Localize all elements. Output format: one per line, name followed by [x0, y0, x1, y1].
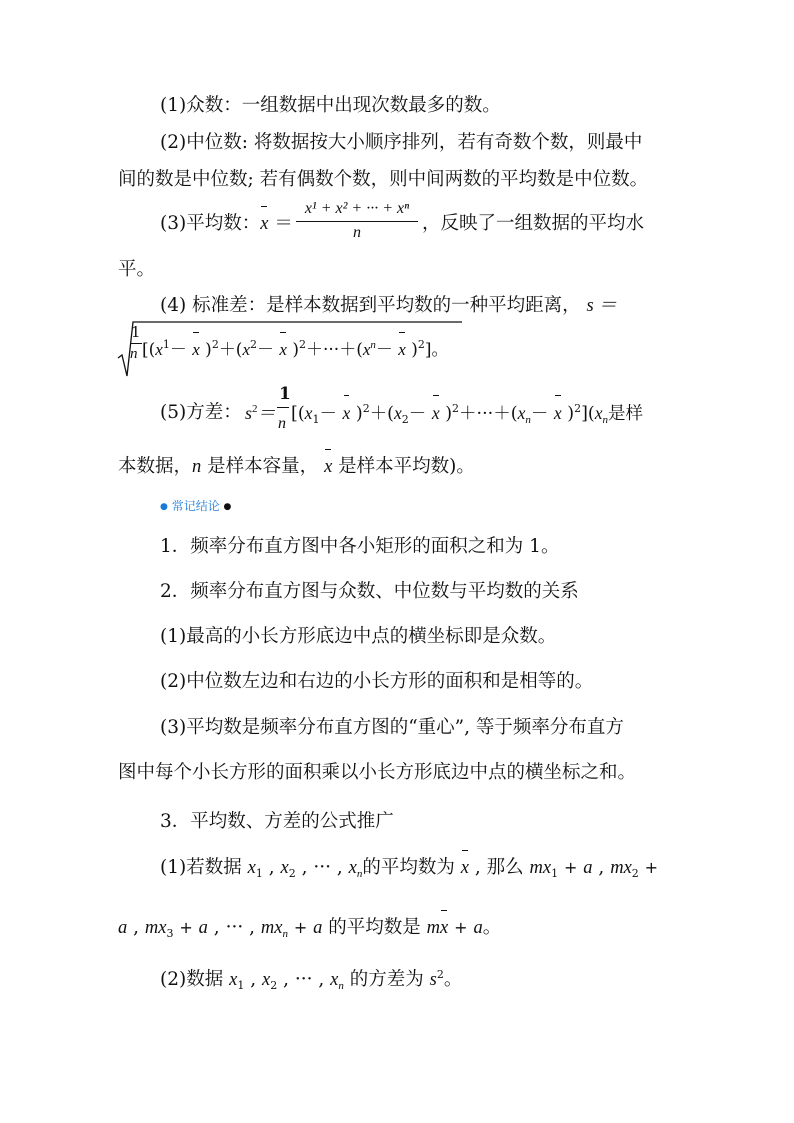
- s-variable: s ＝: [586, 296, 617, 316]
- conclusion-2-3-line1: [160, 716, 720, 740]
- variance-frac-num: 1: [279, 384, 291, 404]
- x-bar: x: [260, 214, 269, 234]
- fraction-numerator: x¹ + x² + ··· + xⁿ: [296, 199, 418, 222]
- def-label: (1)众数：: [160, 95, 242, 116]
- section-header: [160, 497, 231, 514]
- section-title: 常记结论: [171, 499, 220, 513]
- conclusion-text: 的平均数为: [362, 857, 455, 878]
- def-text: 本数据，: [118, 456, 193, 477]
- conclusion-1: [160, 535, 720, 559]
- variance-frac-den: n: [278, 415, 286, 432]
- definition-mode: [160, 94, 720, 118]
- definition-variance-label: [160, 401, 250, 425]
- conclusion-3-2: (2)数据 $x_1$ , $x_2$ , ··· , $x_n$ 的方差为 $s^2$。: [160, 968, 463, 992]
- conclusion-3-1-line1: (1)若数据 $x_1$ , $x_2$ , ··· , $x_n$的平均数为 x , 那么 $mx_1 + a$ , $mx_2$ +: [160, 857, 659, 880]
- conclusion-text: 的方差为: [349, 969, 424, 990]
- conclusion-2-3-line2: [118, 761, 678, 785]
- definition-variance-line2: 本数据，n 是样本容量， x 是样本平均数)。: [118, 456, 475, 477]
- fraction-denominator: n: [353, 224, 361, 241]
- def-text: 平。: [118, 259, 156, 280]
- def-text: ，反映了一组数据的平均水: [422, 213, 645, 234]
- stddev-frac-den: n: [130, 346, 138, 362]
- def-text: 间的数是中位数; 若有偶数个数，则中间两数的平均数是中位数。: [118, 169, 649, 190]
- conclusion-2-1: [160, 625, 720, 649]
- variance-expression: [($x_1- x$ )$^2+(x_2- x$ )$^2+\cdot\cdot\cdot+(x_n- x$ )$^2](x_n$是样: [291, 402, 644, 426]
- def-label: (2)中位数:: [160, 132, 248, 153]
- conclusion-text: (3)平均数是频率分布直方图的“重心”, 等于频率分布直方: [160, 717, 624, 738]
- bullet-icon: ●: [160, 502, 168, 512]
- s-squared: $s^2=$: [245, 403, 276, 423]
- conclusion-text: 2．频率分布直方图与众数、中位数与平均数的关系: [160, 581, 579, 602]
- definition-mean: (3)平均数：x ＝: [160, 213, 293, 234]
- definition-median-line1: [160, 131, 720, 155]
- def-text: 是样本平均数)。: [338, 456, 475, 477]
- conclusion-value: 1。: [529, 536, 560, 557]
- conclusion-2-2: [160, 670, 720, 694]
- conclusion-3-1-line2: a , $mx_3 + a$ , ··· , $mx_n + a$ 的平均数是 mx + a。: [118, 917, 502, 940]
- conclusion-text: (2)中位数左边和右边的小长方形的面积和是相等的。: [160, 671, 594, 692]
- conclusion-text: 的平均数是: [328, 917, 421, 938]
- conclusion-text: 3．平均数、方差的公式推广: [160, 811, 394, 832]
- stddev-frac-bar: [130, 343, 142, 344]
- mean-fraction: [296, 199, 418, 244]
- def-label: (5)方差：: [160, 402, 242, 423]
- conclusion-2: [160, 580, 720, 604]
- variance-frac-bar: [277, 407, 289, 408]
- def-label: (4) 标准差：: [160, 295, 267, 316]
- stddev-frac-num: 1: [131, 323, 141, 341]
- definition-mean-line2: [118, 258, 678, 282]
- stddev-expression: [($x^1- x$ )$^2+(x^2- x$ )$^2+\cdot\cdot\cdot+(x^n- x$ )$^2$]。: [142, 338, 449, 360]
- conclusion-text: 图中每个小长方形的面积乘以小长方形底边中点的横坐标之和。: [118, 762, 637, 783]
- def-text: 将数据按大小顺序排列，若有奇数个数，则最中: [253, 132, 643, 153]
- conclusion-text: , 那么: [474, 857, 524, 878]
- def-text: 是样本数据到平均数的一种平均距离，: [266, 295, 581, 316]
- variance-tail: 是样: [608, 404, 644, 424]
- conclusion-text: (1)最高的小长方形底边中点的横坐标即是众数。: [160, 626, 557, 647]
- def-label: (3)平均数：: [160, 213, 261, 234]
- bullet-icon: ●: [223, 502, 232, 512]
- definition-median-line2: [118, 168, 678, 192]
- definition-stddev-line1: [160, 294, 680, 318]
- conclusion-text: (2)数据: [160, 969, 224, 990]
- def-text: 一组数据中出现次数最多的数。: [241, 95, 501, 116]
- definition-mean-tail: [422, 212, 682, 236]
- conclusion-3: [160, 810, 720, 834]
- conclusion-text: (1)若数据: [160, 857, 242, 878]
- def-text: 是样本容量，: [207, 456, 319, 477]
- conclusion-text: 1．频率分布直方图中各小矩形的面积之和为: [160, 536, 524, 557]
